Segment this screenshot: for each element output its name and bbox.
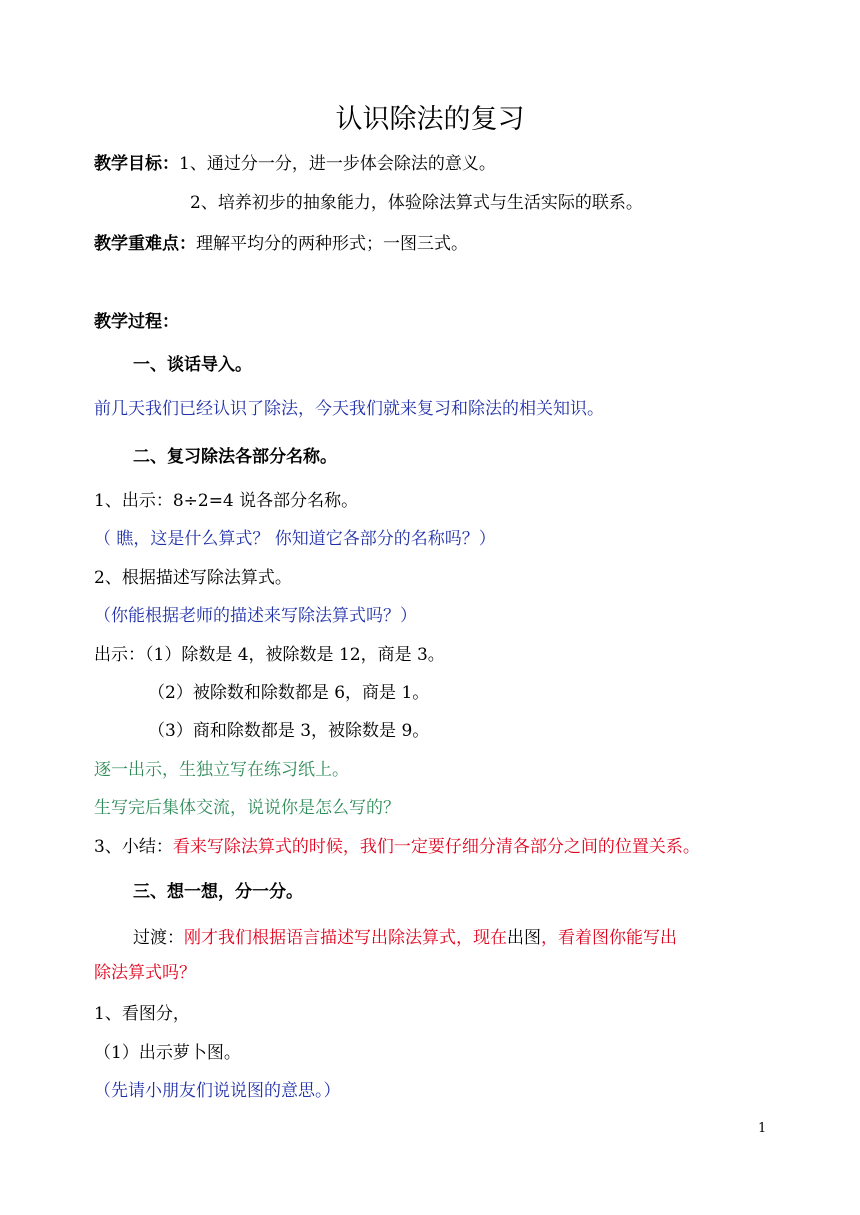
section-3-heading: 三、想一想，分一分。 xyxy=(133,882,303,902)
transition-red-2: ，看着图你能写出 xyxy=(541,928,677,948)
goal-2: 2、培养初步的抽象能力，体验除法算式与生活实际的联系。 xyxy=(190,193,643,213)
item-1-question: （ 瞧，这是什么算式？ 你知道它各部分的名称吗？） xyxy=(94,529,496,549)
key-text: 理解平均分的两种形式；一图三式。 xyxy=(196,234,468,254)
show-1: 出示：（1）除数是 4，被除数是 12，商是 3。 xyxy=(94,645,445,665)
intro-text: 前几天我们已经认识了除法，今天我们就来复习和除法的相关知识。 xyxy=(94,399,604,419)
goals-label: 教学目标： xyxy=(94,154,179,174)
item-3-summary xyxy=(94,836,700,858)
section-2-heading: 二、复习除法各部分名称。 xyxy=(133,447,337,467)
item-3-text: 看来写除法算式的时候，我们一定要仔细分清各部分之间的位置关系。 xyxy=(172,837,700,857)
transition-red-1: 刚才我们根据语言描述写出除法算式，现在 xyxy=(184,928,507,948)
page-title: 认识除法的复习 xyxy=(335,104,525,135)
green-note-1: 逐一出示，生独立写在练习纸上。 xyxy=(94,760,349,780)
transition-red-3: 除法算式吗？ xyxy=(94,963,196,983)
key-label: 教学重难点： xyxy=(94,234,196,254)
transition-black: 出图 xyxy=(507,928,541,948)
section-1-heading: 一、谈话导入。 xyxy=(133,355,252,375)
item-3-label: 3、小结： xyxy=(94,837,173,857)
key-points xyxy=(94,233,468,255)
look-1a: （1）出示萝卜图。 xyxy=(94,1043,241,1063)
transition-label: 过渡： xyxy=(133,928,184,948)
goal-1: 1、通过分一分，进一步体会除法的意义。 xyxy=(179,154,496,174)
green-note-2: 生写完后集体交流，说说你是怎么写的？ xyxy=(94,798,400,818)
item-2-question: （你能根据老师的描述来写除法算式吗？） xyxy=(94,606,417,626)
page-number: 1 xyxy=(758,1121,767,1136)
show-3: （3）商和除数都是 3，被除数是 9。 xyxy=(148,721,430,741)
process-label: 教学过程： xyxy=(94,312,179,332)
look-1a-question: （先请小朋友们说说图的意思。） xyxy=(94,1081,341,1101)
item-1: 1、出示：8÷2=4 说各部分名称。 xyxy=(94,491,359,511)
item-2: 2、根据描述写除法算式。 xyxy=(94,568,292,588)
transition-line xyxy=(133,927,677,949)
teaching-goals xyxy=(94,153,496,175)
look-1: 1、看图分， xyxy=(94,1004,190,1024)
show-2: （2）被除数和除数都是 6，商是 1。 xyxy=(148,683,430,703)
